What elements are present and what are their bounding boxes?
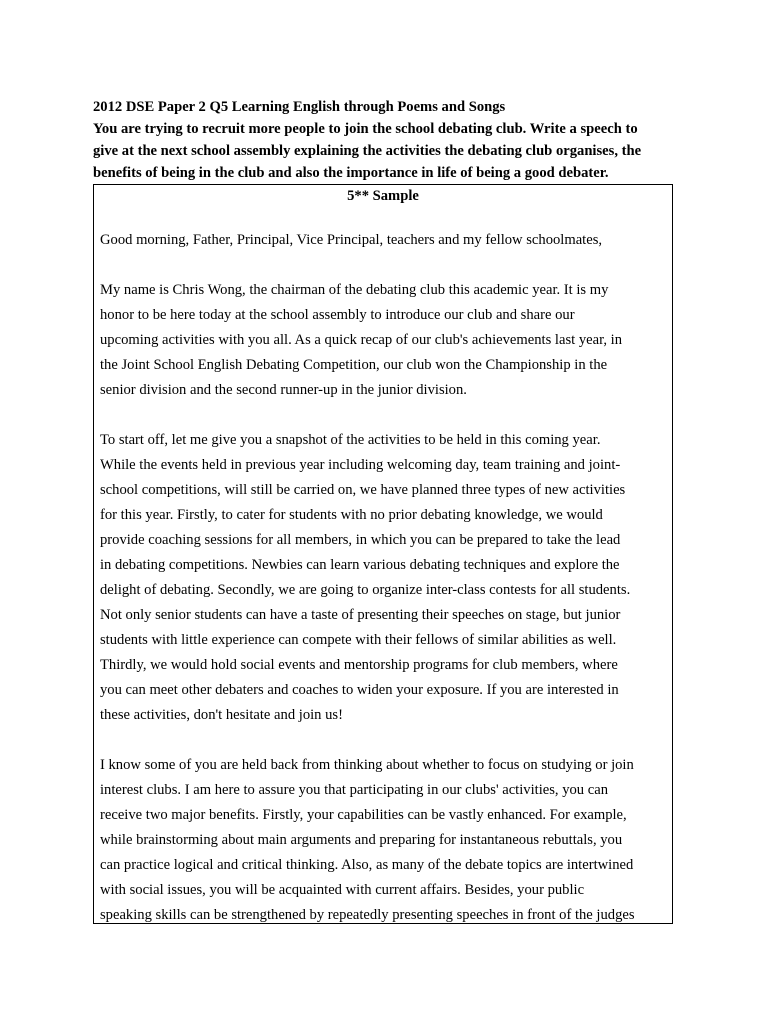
question-header xyxy=(93,96,683,184)
text-line: provide coaching sessions for all members, in which you can be prepared to take the lead xyxy=(100,532,621,548)
text-line: Thirdly, we would hold social events and mentorship programs for club members, where xyxy=(100,657,618,673)
text-line: school competitions, will still be carried on, we have planned three types of new activities xyxy=(100,482,626,498)
text-line: senior division and the second runner-up in the junior division. xyxy=(100,382,467,398)
text-line: can practice logical and critical thinking. Also, as many of the debate topics are intertwined xyxy=(100,857,634,873)
paragraph-introduction xyxy=(100,278,672,403)
text-line: upcoming activities with you all. As a quick recap of our club's achievements last year, in xyxy=(100,332,623,348)
greeting-paragraph xyxy=(100,228,672,253)
text-line: I know some of you are held back from thinking about whether to focus on studying or join xyxy=(100,757,634,773)
text-line: speaking skills can be strengthened by repeatedly presenting speeches in front of the judges xyxy=(100,907,635,923)
question-title: 2012 DSE Paper 2 Q5 Learning English through Poems and Songs xyxy=(93,99,506,115)
sample-title: 5** Sample xyxy=(347,188,419,204)
text-line: in debating competitions. Newbies can learn various debating techniques and explore the xyxy=(100,557,620,573)
text-line: for this year. Firstly, to cater for students with no prior debating knowledge, we would xyxy=(100,507,603,523)
text-line: Good morning, Father, Principal, Vice Principal, teachers and my fellow schoolmates, xyxy=(100,232,603,248)
text-line: you can meet other debaters and coaches to widen your exposure. If you are interested in xyxy=(100,682,619,698)
question-prompt-line: benefits of being in the club and also the importance in life of being a good debater. xyxy=(93,165,609,181)
text-line: receive two major benefits. Firstly, your capabilities can be vastly enhanced. For example, xyxy=(100,807,627,823)
question-prompt-line: You are trying to recruit more people to join the school debating club. Write a speech to xyxy=(93,121,638,137)
text-line: while brainstorming about main arguments and preparing for instantaneous rebuttals, you xyxy=(100,832,623,848)
paragraph-benefits xyxy=(100,753,672,924)
sample-content xyxy=(94,228,672,924)
text-line: students with little experience can compete with their fellows of similar abilities as well. xyxy=(100,632,617,648)
text-line: honor to be here today at the school assembly to introduce our club and share our xyxy=(100,307,575,323)
text-line: To start off, let me give you a snapshot of the activities to be held in this coming year. xyxy=(100,432,601,448)
text-line: with social issues, you will be acquainted with current affairs. Besides, your public xyxy=(100,882,585,898)
text-line: While the events held in previous year including welcoming day, team training and joint- xyxy=(100,457,621,473)
text-line: My name is Chris Wong, the chairman of the debating club this academic year. It is my xyxy=(100,282,609,298)
text-line: Not only senior students can have a taste of presenting their speeches on stage, but junior xyxy=(100,607,621,623)
text-line: delight of debating. Secondly, we are going to organize inter-class contests for all students. xyxy=(100,582,631,598)
text-line: interest clubs. I am here to assure you that participating in our clubs' activities, you can xyxy=(100,782,608,798)
text-line: these activities, don't hesitate and join us! xyxy=(100,707,343,723)
sample-answer-box xyxy=(93,184,673,924)
text-line: the Joint School English Debating Competition, our club won the Championship in the xyxy=(100,357,608,373)
question-prompt-line: give at the next school assembly explaining the activities the debating club organises, the xyxy=(93,143,642,159)
paragraph-activities xyxy=(100,428,672,728)
